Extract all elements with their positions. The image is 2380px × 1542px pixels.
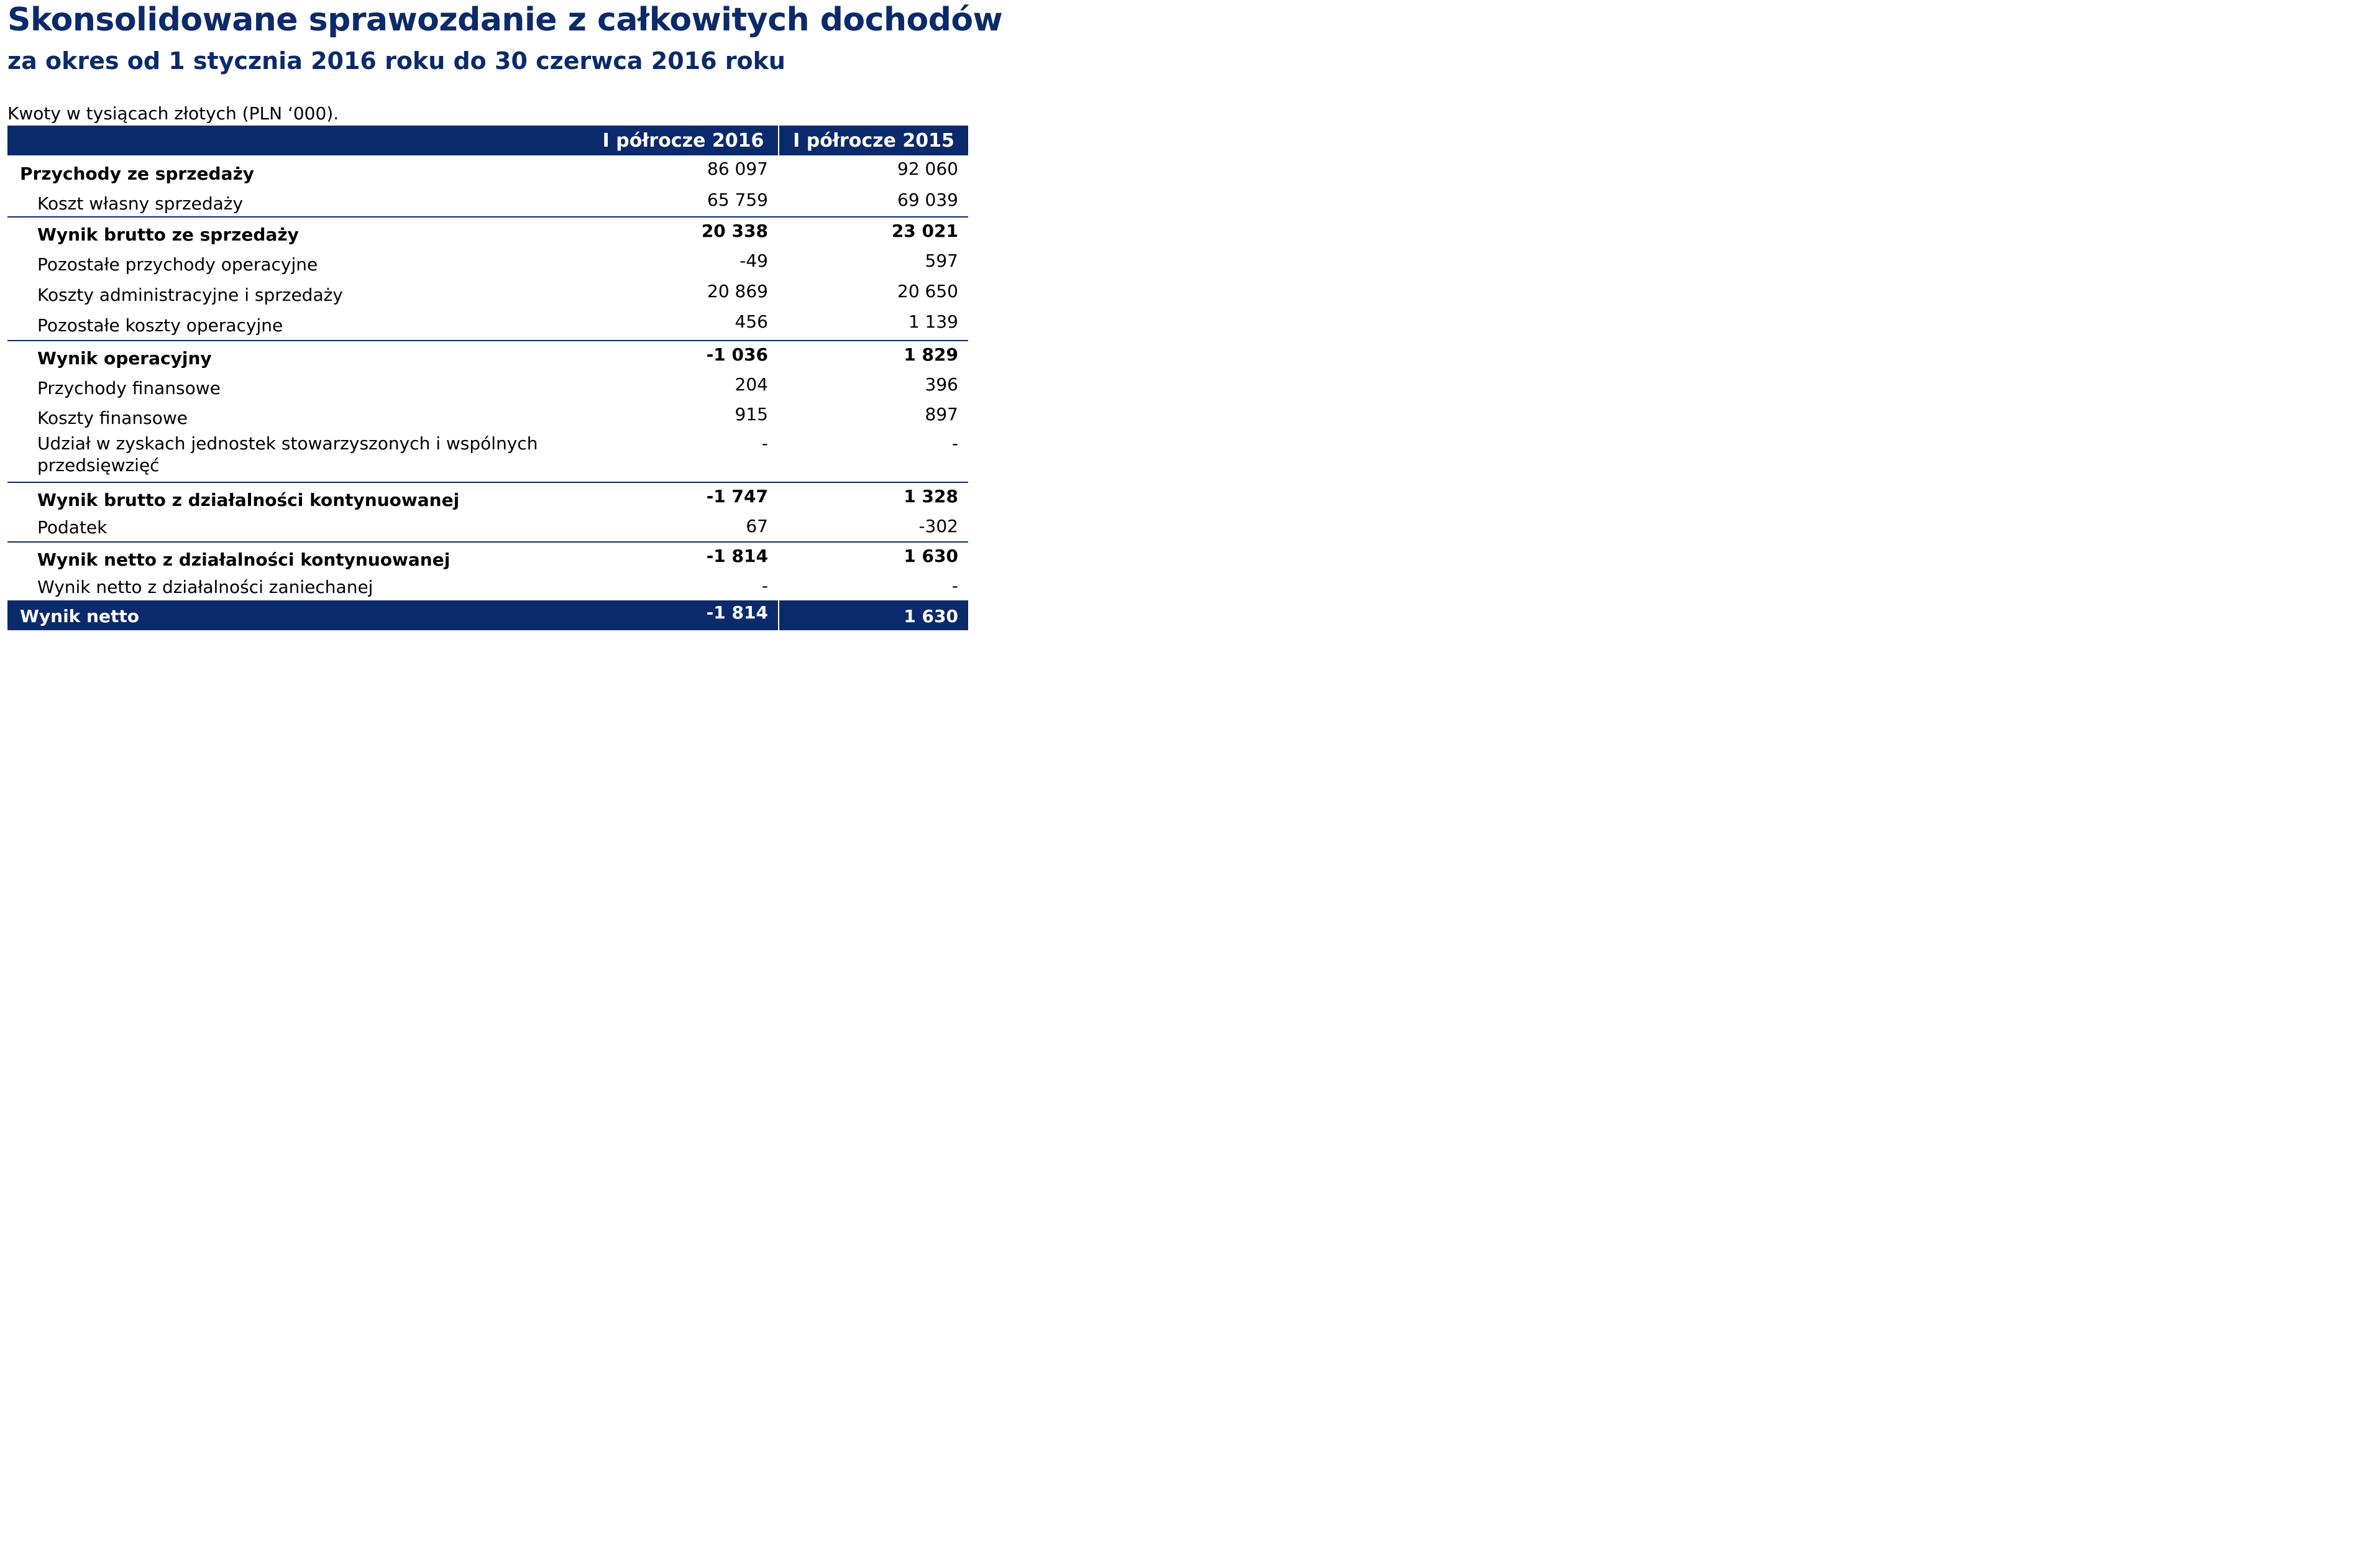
value-2015: - [951, 576, 958, 596]
table-row-other-operating-costs [7, 308, 968, 340]
row-label: Pozostałe przychody operacyjne [37, 254, 318, 275]
value-2016: -1 747 [706, 486, 768, 507]
value-2016: - [761, 576, 768, 596]
value-2015: 1 139 [908, 311, 958, 332]
value-2016: 65 759 [707, 190, 768, 210]
value-2016: 86 097 [707, 158, 768, 179]
value-2015: 23 021 [891, 221, 958, 241]
row-label: Koszty administracyjne i sprzedaży [37, 285, 343, 305]
value-2016: -49 [739, 250, 768, 271]
row-label: Pozostałe koszty operacyjne [37, 315, 283, 336]
value-2015: 1 829 [904, 344, 958, 365]
row-label: Wynik netto [20, 606, 139, 626]
table-row-financial-costs [7, 401, 968, 431]
column-header-2015: I półrocze 2015 [778, 126, 968, 155]
value-2015: 20 650 [897, 281, 958, 301]
row-label: Wynik operacyjny [37, 348, 212, 369]
row-label: Koszt własny sprzedaży [37, 193, 244, 214]
income-statement-table [7, 126, 968, 630]
value-2016: 20 869 [707, 281, 768, 301]
units-note: Kwoty w tysiącach złotych (PLN ‘000). [7, 103, 339, 124]
table-row-financial-income [7, 371, 968, 401]
value-2015: 897 [925, 404, 958, 425]
value-2016: - [761, 433, 768, 454]
row-label: Wynik netto z działalności kontynuowanej [37, 549, 451, 570]
value-2016: 456 [735, 311, 768, 332]
table-header [7, 126, 968, 155]
value-2016: -1 814 [706, 602, 768, 623]
table-row-tax [7, 513, 968, 541]
value-2015: 1 630 [904, 546, 958, 566]
row-label: Wynik netto z działalności zaniechanej [37, 577, 373, 597]
value-2016: -1 036 [706, 344, 768, 365]
value-2016: -1 814 [706, 546, 768, 566]
value-2015: 1 328 [904, 486, 958, 507]
value-2016: 204 [735, 374, 768, 395]
table-row-net-result-total [7, 600, 968, 630]
table-row-pretax-continuing [7, 482, 968, 513]
row-label: Koszty finansowe [37, 408, 188, 428]
value-2015: 92 060 [897, 158, 958, 179]
row-label-continued: przedsięwzięć [37, 455, 160, 475]
column-header-2016: I półrocze 2016 [602, 130, 764, 152]
value-2015: -302 [918, 516, 958, 536]
row-label: Podatek [37, 517, 108, 538]
table-row-admin-selling-costs [7, 278, 968, 308]
table-row-cost-of-sales [7, 186, 968, 216]
row-label: Przychody ze sprzedaży [20, 163, 255, 184]
value-2015: 69 039 [897, 190, 958, 210]
value-2015: - [951, 433, 958, 454]
table-row-revenue [7, 155, 968, 186]
value-2015: 396 [925, 374, 958, 395]
row-label: Przychody finansowe [37, 378, 221, 398]
row-label: Wynik brutto ze sprzedaży [37, 224, 299, 245]
column-separator [778, 600, 779, 630]
table-row-operating-result [7, 340, 968, 371]
table-row-net-continuing [7, 541, 968, 572]
table-row-net-discontinued [7, 572, 968, 600]
period-subtitle: za okres od 1 stycznia 2016 roku do 30 czerwca 2016 roku [7, 47, 785, 75]
value-2015: 597 [925, 250, 958, 271]
value-2016: 915 [735, 404, 768, 425]
table-row-other-operating-income [7, 247, 968, 278]
page-title: Skonsolidowane sprawozdanie z całkowitych dochodów [7, 1, 1003, 39]
value-2016: 20 338 [701, 221, 768, 241]
table-row-share-in-associates [7, 431, 968, 482]
table-row-gross-profit [7, 216, 968, 247]
row-label: Udział w zyskach jednostek stowarzyszonych i wspólnych [37, 433, 538, 454]
value-2015: 1 630 [904, 606, 958, 626]
row-label: Wynik brutto z działalności kontynuowanej [37, 490, 460, 510]
value-2016: 67 [746, 516, 768, 536]
